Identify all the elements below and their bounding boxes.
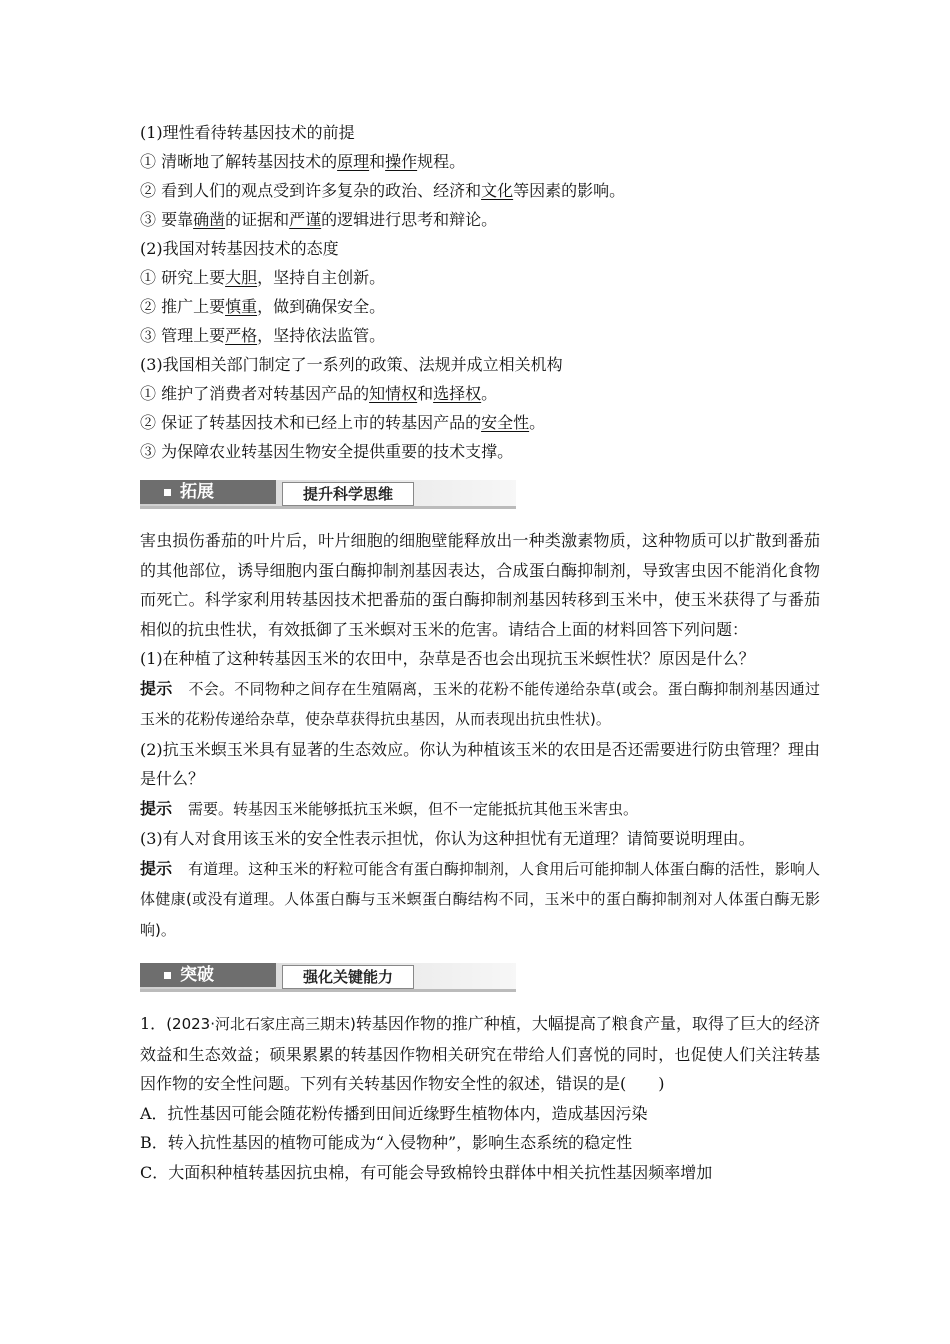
list-item: ① 研究上要大胆，坚持自主创新。 [140,268,386,287]
option-a: A．抗性基因可能会随花粉传播到田间近缘野生植物体内，造成基因污染 [140,1103,648,1123]
option-c: C．大面积种植转基因抗虫棉，有可能会导致棉铃虫群体中相关抗性基因频率增加 [140,1162,713,1182]
section-heading-2: (2)我国对转基因技术的态度 [140,239,339,258]
list-item: ① 清晰地了解转基因技术的原理和操作规程。 [140,152,466,171]
question-1: (1)在种植了这种转基因玉米的农田中，杂草是否也会出现抗玉米螟性状？原因是什么？ [140,649,755,668]
square-bullet-icon [164,972,171,979]
question-3: (3)有人对食用该玉米的安全性表示担忧，你认为这种担忧有无道理？请简要说明理由。 [140,829,755,848]
expand-banner [140,476,520,512]
section-heading-1: (1)理性看待转基因技术的前提 [140,123,355,142]
hint-label: 提示 [140,858,173,878]
hint-3: 提示 有道理。这种玉米的籽粒可能含有蛋白酶抑制剂，人食用后可能抑制人体蛋白酶的活性，影响人体健康(或没有道理。人体蛋白酶与玉米螟蛋白酶结构不同，玉米中的蛋白酶抑制剂对人体蛋白酶无影响)。 [140,858,820,939]
square-bullet-icon [164,489,171,496]
hint-2: 提示 需要。转基因玉米能够抵抗玉米螟，但不一定能抵抗其他玉米害虫。 [140,798,639,818]
list-item: ③ 为保障农业转基因生物安全提供重要的技术支撑。 [140,442,514,461]
hint-label: 提示 [140,678,173,698]
list-item: ② 推广上要慎重，做到确保安全。 [140,297,386,316]
option-b: B．转入抗性基因的植物可能成为“入侵物种”，影响生态系统的稳定性 [140,1133,633,1152]
section-heading-3: (3)我国相关部门制定了一系列的政策、法规并成立相关机构 [140,355,563,374]
material-paragraph: 害虫损伤番茄的叶片后，叶片细胞的细胞壁能释放出一种类激素物质，这种物质可以扩散到番茄的其他部位，诱导细胞内蛋白酶抑制剂基因表达，合成蛋白酶抑制剂，导致害虫因不能消化食物而死亡。科学家利用转基因技术把番茄的蛋白酶抑制剂基因转移到玉米中，使玉米获得了与番茄相似的抗虫性状，有效抵御了玉米螟对玉米的危害。请结合上面的材料回答下列问题： [140,531,820,639]
banner-label-box: 拓展 [140,480,276,504]
list-item: ② 看到人们的观点受到许多复杂的政治、经济和文化等因素的影响。 [140,181,626,200]
hint-label: 提示 [140,798,173,818]
list-item: ② 保证了转基因技术和已经上市的转基因产品的安全性。 [140,413,546,432]
banner-tag: 提升科学思维 [282,482,414,506]
question-2: (2)抗玉米螟玉米具有显著的生态效应。你认为种植该玉米的农田是否还需要进行防虫管理？理由是什么？ [140,739,820,788]
document-page [140,118,820,1187]
banner-underline [140,989,516,992]
banner-label-box: 突破 [140,963,276,987]
question-stem: 1．(2023·河北石家庄高三期末)转基因作物的推广种植，大幅提高了粮食产量，取得了巨大的经济效益和生态效益；硕果累累的转基因作物相关研究在带给人们喜悦的同时，也促使人们关注转基因作物的安全性问题。下列有关转基因作物安全性的叙述，错误的是( ) [140,1014,820,1093]
breakthrough-banner [140,959,520,995]
banner-underline [140,506,516,509]
hint-1: 提示 不会。不同物种之间存在生殖隔离，玉米的花粉不能传递给杂草(或会。蛋白酶抑制剂基因通过玉米的花粉传递给杂草，使杂草获得抗虫基因，从而表现出抗虫性状)。 [140,678,820,728]
banner-tag: 强化关键能力 [282,965,414,989]
list-item: ① 维护了消费者对转基因产品的知情权和选择权。 [140,384,498,403]
list-item: ③ 要靠确凿的证据和严谨的逻辑进行思考和辩论。 [140,210,498,229]
list-item: ③ 管理上要严格，坚持依法监管。 [140,326,386,345]
